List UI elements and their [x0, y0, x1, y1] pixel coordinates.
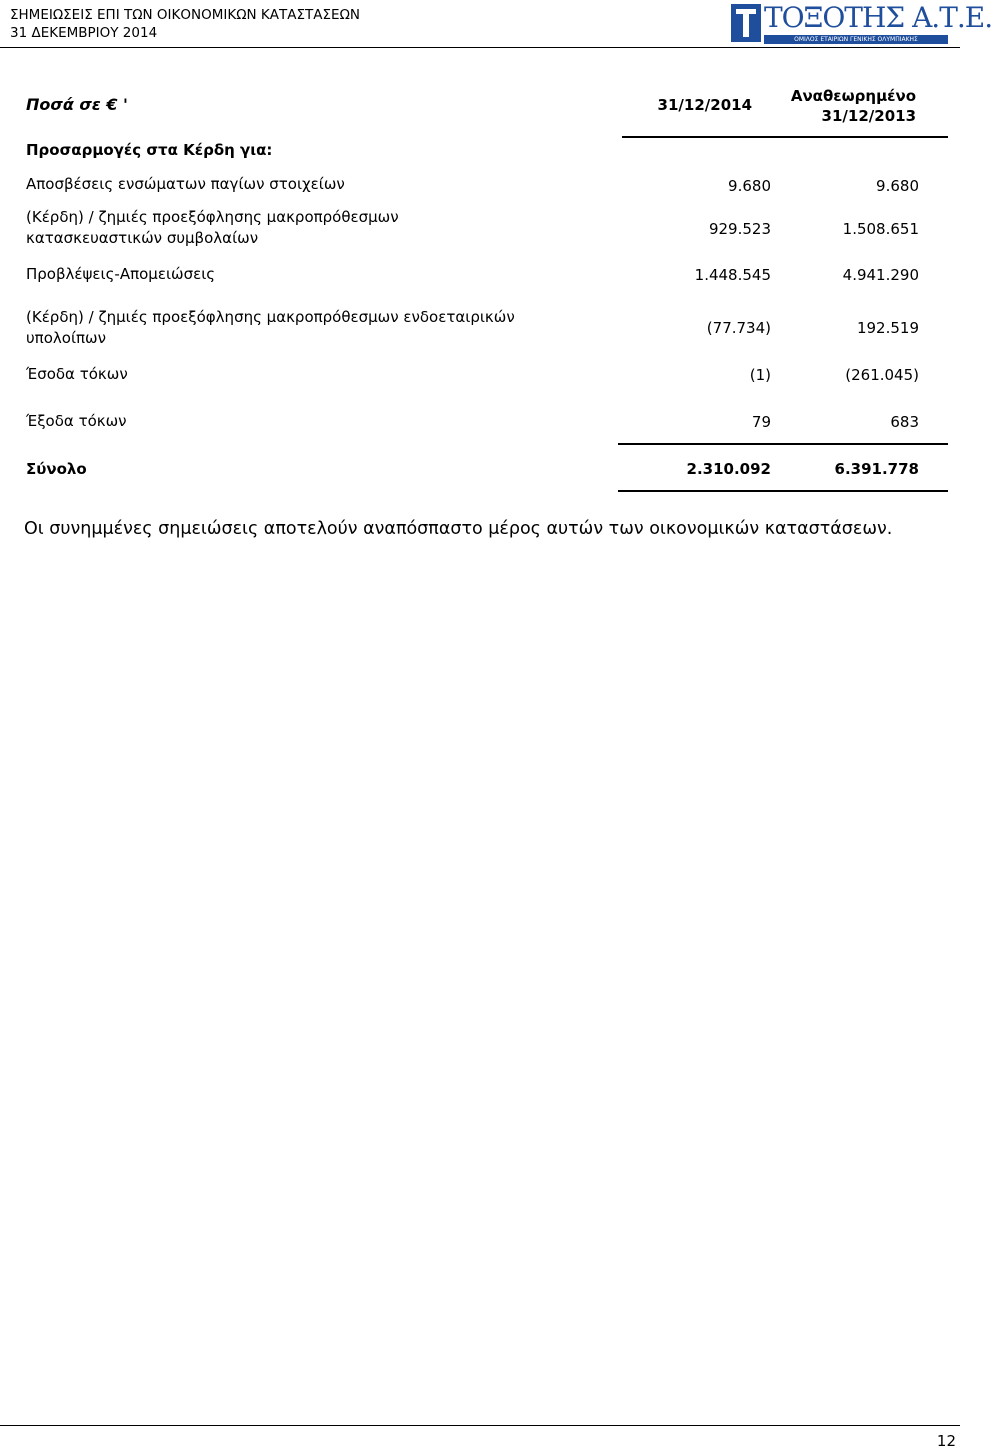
- document-date: 31 ΔΕΚΕΜΒΡΙΟΥ 2014: [10, 25, 158, 41]
- row-value-2013: (261.045): [845, 366, 919, 384]
- page-number: 12: [936, 1432, 956, 1450]
- total-value-2014: 2.310.092: [686, 460, 771, 478]
- header-divider: [0, 47, 960, 48]
- total-label: Σύνολο: [26, 460, 87, 478]
- column-header-2013: [791, 86, 916, 126]
- page-footer-rule: [0, 1425, 960, 1426]
- row-label-line: Αποσβέσεις ενσώματων παγίων στοιχείων: [26, 175, 345, 193]
- company-logo-text: ΤΟΞΟΤΗΣ Α.Τ.Ε.: [764, 1, 992, 34]
- row-label: [26, 411, 127, 432]
- row-value-2013: 9.680: [876, 177, 919, 195]
- row-label: [26, 364, 128, 385]
- document-header: [10, 6, 360, 42]
- row-value-2013: 1.508.651: [842, 220, 919, 238]
- total-value-2013: 6.391.778: [834, 460, 919, 478]
- total-bottom-rule: [618, 490, 948, 492]
- company-logo-tagline: ΟΜΙΛΟΣ ΕΤΑΙΡΙΩΝ ΓΕΝΙΚΗΣ ΟΛΥΜΠΙΑΚΗΣ: [764, 35, 948, 44]
- row-value-2014: 929.523: [708, 220, 771, 238]
- row-label: [26, 174, 345, 195]
- company-logo: [731, 1, 992, 45]
- row-label-line: Έξοδα τόκων: [26, 412, 127, 430]
- column-header-2014: 31/12/2014: [657, 96, 752, 114]
- row-label-line: υπολοίπων: [26, 329, 106, 347]
- total-top-rule: [618, 443, 948, 445]
- row-label-line: Προβλέψεις-Απομειώσεις: [26, 265, 216, 283]
- column-header-2013-note: Αναθεωρημένο: [790, 87, 916, 105]
- row-label-line: κατασκευαστικών συμβολαίων: [26, 229, 259, 247]
- column-header-2013-date: 31/12/2013: [821, 107, 916, 125]
- document-title: ΣΗΜΕΙΩΣΕΙΣ ΕΠΙ ΤΩΝ ΟΙΚΟΝΟΜΙΚΩΝ ΚΑΤΑΣΤΑΣΕΩΝ: [10, 7, 360, 23]
- row-value-2013: 683: [890, 413, 919, 431]
- row-value-2014: (77.734): [706, 319, 771, 337]
- row-label: [26, 307, 515, 349]
- section-title: Προσαρμογές στα Κέρδη για:: [26, 141, 273, 159]
- row-value-2014: 79: [751, 413, 771, 431]
- row-value-2013: 192.519: [856, 319, 919, 337]
- row-label-line: (Κέρδη) / ζημιές προεξόφλησης μακροπρόθεσμων ενδοεταιρικών: [26, 308, 515, 326]
- units-label: Ποσά σε € ': [26, 95, 128, 114]
- row-label-line: (Κέρδη) / ζημιές προεξόφλησης μακροπρόθεσμων: [26, 208, 399, 226]
- footnote: Οι συνημμένες σημειώσεις αποτελούν αναπόσπαστο μέρος αυτών των οικονομικών καταστάσεων.: [24, 519, 893, 539]
- header-underline: [622, 136, 948, 138]
- row-label: [26, 207, 399, 249]
- company-logo-mark-icon: [731, 4, 761, 42]
- row-value-2014: 9.680: [728, 177, 771, 195]
- row-value-2014: 1.448.545: [694, 266, 771, 284]
- row-value-2013: 4.941.290: [842, 266, 919, 284]
- row-value-2014: (1): [749, 366, 771, 384]
- row-label: [26, 264, 215, 285]
- row-label-line: Έσοδα τόκων: [26, 365, 128, 383]
